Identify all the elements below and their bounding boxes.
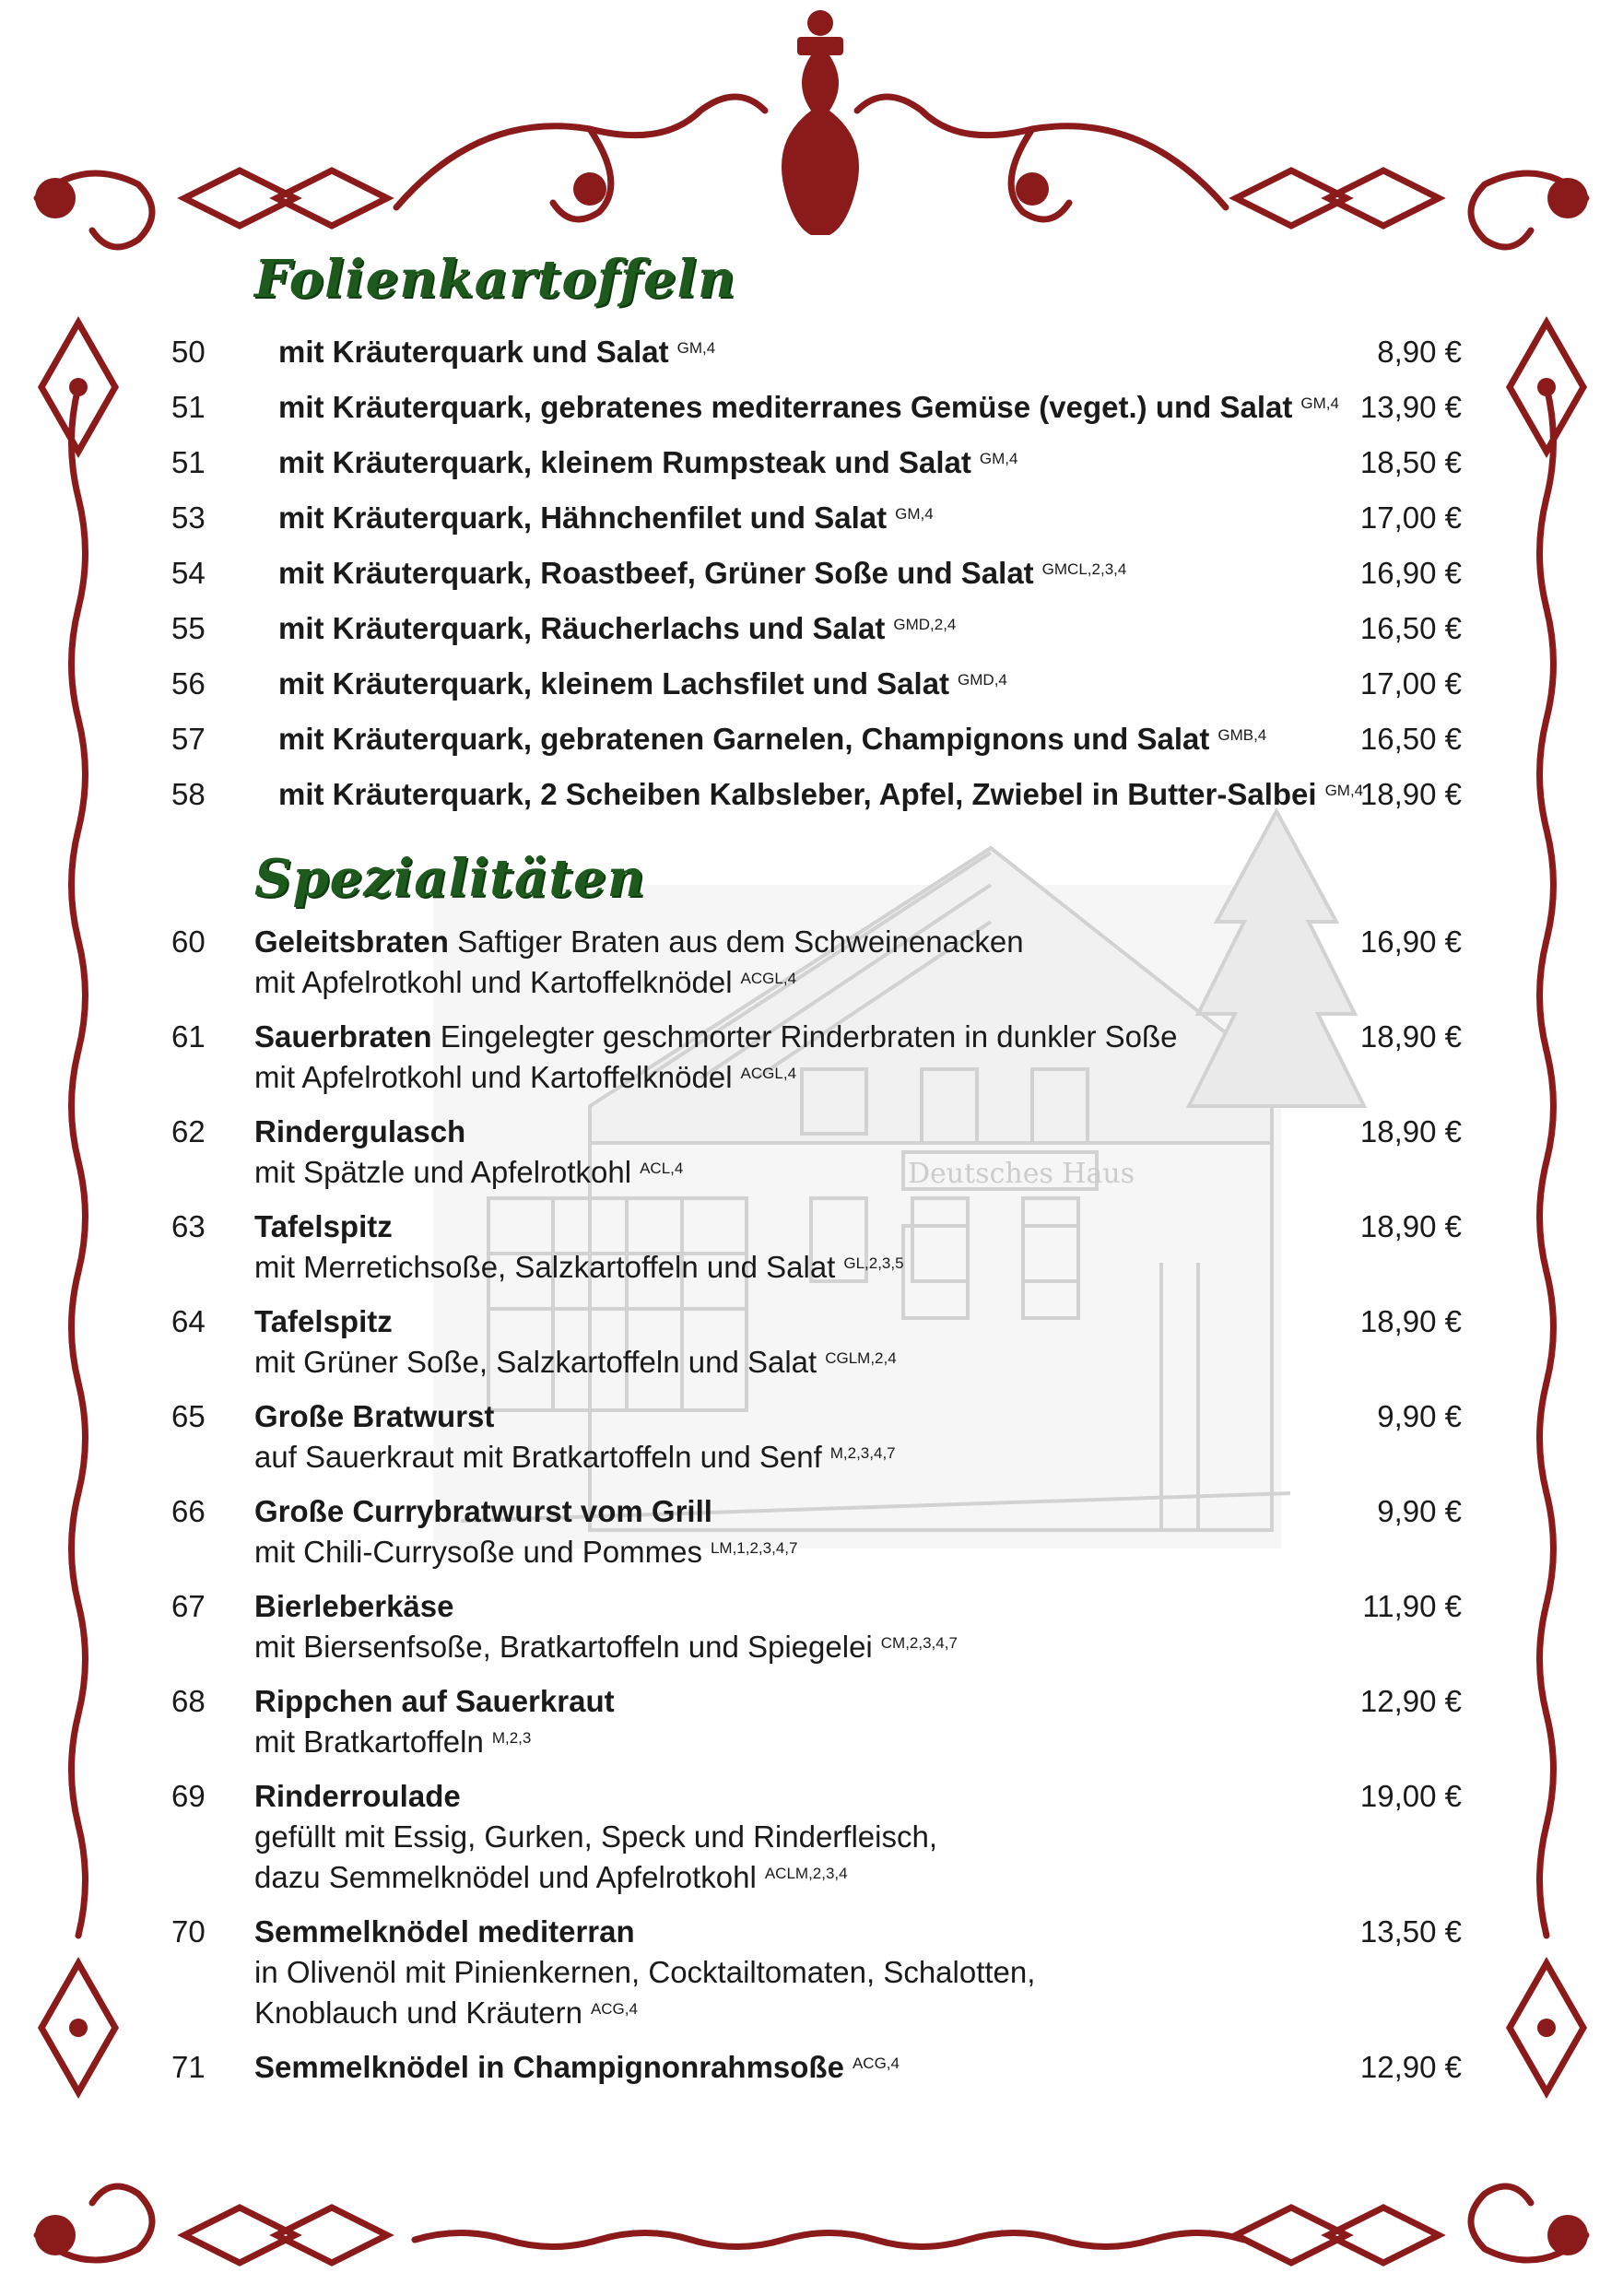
item-price: 16,90 € xyxy=(1359,924,1462,959)
item-number: 62 xyxy=(171,1114,206,1148)
item-number: 50 xyxy=(171,335,206,369)
item-name: Tafelspitz xyxy=(254,1304,393,1338)
item-name: Rinderroulade xyxy=(254,1779,461,1813)
allergen-codes: ACL,4 xyxy=(640,1160,684,1177)
item-detail-line xyxy=(254,1857,937,1898)
item-number: 66 xyxy=(171,1494,206,1528)
item-price: 11,90 € xyxy=(1362,1589,1462,1623)
allergen-codes: ACG,4 xyxy=(590,2000,638,2018)
item-name: Große Bratwurst xyxy=(254,1399,495,1433)
item-price: 18,90 € xyxy=(1359,1114,1462,1148)
item-first-line xyxy=(254,1396,896,1437)
item-number: 54 xyxy=(171,556,206,590)
item-price: 16,50 € xyxy=(1359,722,1462,756)
allergen-codes: LM,1,2,3,4,7 xyxy=(710,1539,798,1557)
item-number: 55 xyxy=(171,611,206,645)
item-number: 56 xyxy=(171,666,206,701)
item-detail-line xyxy=(254,1952,1035,1993)
item-detail-text: gefüllt mit Essig, Gurken, Speck und Rinderfleisch, xyxy=(254,1819,938,1854)
item-text: mit Kräuterquark, Räucherlachs und Salat xyxy=(278,611,886,645)
item-number: 57 xyxy=(171,722,206,756)
item-detail-text: mit Biersenfsoße, Bratkartoffeln und Spiegelei xyxy=(254,1630,873,1664)
allergen-codes: CGLM,2,4 xyxy=(825,1349,897,1367)
item-first-line xyxy=(254,2047,900,2088)
item-detail-line xyxy=(254,1247,904,1288)
item-detail-line xyxy=(254,1437,896,1478)
item-first-line xyxy=(254,922,1024,962)
item-price: 18,90 € xyxy=(1359,1304,1462,1338)
item-name: Tafelspitz xyxy=(254,1209,393,1243)
allergen-codes: GMD,4 xyxy=(958,671,1007,689)
item-name: Bierleberkäse xyxy=(254,1589,454,1623)
item-description xyxy=(278,664,1007,704)
item-description xyxy=(254,1681,615,1762)
allergen-codes: GMB,4 xyxy=(1217,726,1267,744)
item-detail-text: dazu Semmelknödel und Apfelrotkohl xyxy=(254,1860,757,1894)
item-description xyxy=(254,1912,1035,2033)
item-lead: Saftiger Braten aus dem Schweinenacken xyxy=(457,924,1024,959)
item-price: 18,90 € xyxy=(1359,1209,1462,1243)
item-number: 65 xyxy=(171,1399,206,1433)
item-number: 51 xyxy=(171,390,206,424)
item-price: 12,90 € xyxy=(1359,2050,1462,2084)
item-detail-line xyxy=(254,1532,797,1572)
allergen-codes: GM,4 xyxy=(979,450,1018,467)
item-number: 67 xyxy=(171,1589,206,1623)
allergen-codes: GM,4 xyxy=(676,339,716,357)
allergen-codes: GMD,2,4 xyxy=(893,616,957,633)
item-number: 60 xyxy=(171,924,206,959)
item-price: 18,90 € xyxy=(1359,777,1462,811)
item-detail-text: Knoblauch und Kräutern xyxy=(254,1996,582,2030)
item-price: 12,90 € xyxy=(1359,1684,1462,1718)
item-description xyxy=(278,553,1126,594)
item-number: 64 xyxy=(171,1304,206,1338)
item-detail-line xyxy=(254,962,1024,1003)
item-description xyxy=(254,922,1024,1003)
item-price: 16,90 € xyxy=(1359,556,1462,590)
item-detail-text: mit Apfelrotkohl und Kartoffelknödel xyxy=(254,1060,733,1094)
item-detail-text: auf Sauerkraut mit Bratkartoffeln und Senf xyxy=(254,1440,822,1474)
item-number: 61 xyxy=(171,1019,206,1054)
item-text: mit Kräuterquark, 2 Scheiben Kalbsleber, Apfel, Zwiebel in Butter-Salbei xyxy=(278,777,1317,811)
item-description xyxy=(278,719,1266,759)
section-title-spezialitaeten: Spezialitäten xyxy=(254,848,646,909)
item-name: Sauerbraten xyxy=(254,1019,432,1054)
item-number: 63 xyxy=(171,1209,206,1243)
item-detail-text: mit Grüner Soße, Salzkartoffeln und Salat xyxy=(254,1345,817,1379)
section-title-folienkartoffeln: Folienkartoffeln xyxy=(254,249,736,310)
item-description xyxy=(278,498,934,538)
item-price: 8,90 € xyxy=(1377,335,1462,369)
item-description xyxy=(254,1301,897,1383)
item-first-line xyxy=(254,1491,797,1532)
allergen-codes: GM,4 xyxy=(895,505,934,523)
item-detail-line xyxy=(254,1817,937,1857)
item-detail-text: mit Spätzle und Apfelrotkohl xyxy=(254,1155,632,1189)
allergen-codes: ACGL,4 xyxy=(740,970,797,987)
item-description xyxy=(254,1396,896,1478)
item-description xyxy=(278,774,1363,815)
item-lead: Eingelegter geschmorter Rinderbraten in dunkler Soße xyxy=(440,1019,1178,1054)
item-first-line xyxy=(254,1912,1035,1952)
allergen-codes: CM,2,3,4,7 xyxy=(880,1634,958,1652)
item-detail-text: mit Bratkartoffeln xyxy=(254,1725,484,1759)
item-name: Rindergulasch xyxy=(254,1114,466,1148)
item-detail-line xyxy=(254,1722,615,1762)
allergen-codes: GL,2,3,5 xyxy=(843,1254,904,1272)
item-price: 13,90 € xyxy=(1359,390,1462,424)
item-description xyxy=(278,608,956,649)
allergen-codes: ACGL,4 xyxy=(740,1065,797,1082)
item-detail-text: mit Apfelrotkohl und Kartoffelknödel xyxy=(254,965,733,999)
item-detail-text: in Olivenöl mit Pinienkernen, Cocktailtomaten, Schalotten, xyxy=(254,1955,1036,1989)
item-first-line xyxy=(254,1681,615,1722)
item-number: 51 xyxy=(171,445,206,479)
allergen-codes: M,2,3 xyxy=(491,1729,532,1747)
item-first-line xyxy=(254,1586,958,1627)
item-price: 16,50 € xyxy=(1359,611,1462,645)
item-detail-line xyxy=(254,1152,683,1193)
item-number: 53 xyxy=(171,500,206,535)
item-detail-text: mit Merretichsoße, Salzkartoffeln und Salat xyxy=(254,1250,836,1284)
allergen-codes: GM,4 xyxy=(1324,782,1364,799)
item-name: Rippchen auf Sauerkraut xyxy=(254,1684,615,1718)
item-text: mit Kräuterquark, gebratenen Garnelen, Champignons und Salat xyxy=(278,722,1210,756)
item-description xyxy=(278,387,1339,428)
item-name: Große Currybratwurst vom Grill xyxy=(254,1494,712,1528)
item-price: 17,00 € xyxy=(1359,666,1462,701)
item-price: 9,90 € xyxy=(1377,1399,1462,1433)
item-description xyxy=(254,1776,937,1898)
item-price: 13,50 € xyxy=(1359,1914,1462,1949)
item-first-line xyxy=(254,1017,1178,1057)
item-first-line xyxy=(254,1112,683,1152)
item-text: mit Kräuterquark und Salat xyxy=(278,335,669,369)
item-description xyxy=(254,1491,797,1572)
item-detail-line xyxy=(254,1342,897,1383)
item-detail-text: mit Chili-Currysoße und Pommes xyxy=(254,1535,702,1569)
item-text: mit Kräuterquark, kleinem Lachsfilet und Salat xyxy=(278,666,950,701)
item-number: 58 xyxy=(171,777,206,811)
item-description xyxy=(254,2047,900,2088)
item-description xyxy=(254,1017,1178,1098)
allergen-codes: ACLM,2,3,4 xyxy=(764,1865,848,1882)
allergen-codes: GMCL,2,3,4 xyxy=(1041,560,1127,578)
item-first-line xyxy=(254,1301,897,1342)
item-text: mit Kräuterquark, gebratenes mediterranes Gemüse (veget.) und Salat xyxy=(278,390,1293,424)
item-price: 19,00 € xyxy=(1359,1779,1462,1813)
watermark-sign: Deutsches Haus xyxy=(908,1158,1135,1190)
item-price: 9,90 € xyxy=(1377,1494,1462,1528)
item-text: mit Kräuterquark, Hähnchenfilet und Salat xyxy=(278,500,888,535)
allergen-codes: M,2,3,4,7 xyxy=(829,1444,896,1462)
item-description xyxy=(278,332,715,372)
item-first-line xyxy=(254,1776,937,1817)
item-first-line xyxy=(254,1207,904,1247)
item-description xyxy=(254,1586,958,1667)
item-detail-line xyxy=(254,1627,958,1667)
item-number: 68 xyxy=(171,1684,206,1718)
item-name: Geleitsbraten xyxy=(254,924,449,959)
allergen-codes: ACG,4 xyxy=(852,2055,900,2072)
item-number: 70 xyxy=(171,1914,206,1949)
item-detail-line xyxy=(254,1993,1035,2033)
item-number: 71 xyxy=(171,2050,206,2084)
item-name: Semmelknödel mediterran xyxy=(254,1914,635,1949)
item-price: 18,90 € xyxy=(1359,1019,1462,1054)
item-text: mit Kräuterquark, Roastbeef, Grüner Soße und Salat xyxy=(278,556,1034,590)
item-price: 18,50 € xyxy=(1359,445,1462,479)
item-detail-line xyxy=(254,1057,1178,1098)
item-description xyxy=(278,442,1017,483)
item-description xyxy=(254,1112,683,1193)
item-price: 17,00 € xyxy=(1359,500,1462,535)
item-description xyxy=(254,1207,904,1288)
item-text: mit Kräuterquark, kleinem Rumpsteak und Salat xyxy=(278,445,971,479)
item-number: 69 xyxy=(171,1779,206,1813)
item-name: Semmelknödel in Champignonrahmsoße xyxy=(254,2050,844,2084)
allergen-codes: GM,4 xyxy=(1300,394,1339,412)
